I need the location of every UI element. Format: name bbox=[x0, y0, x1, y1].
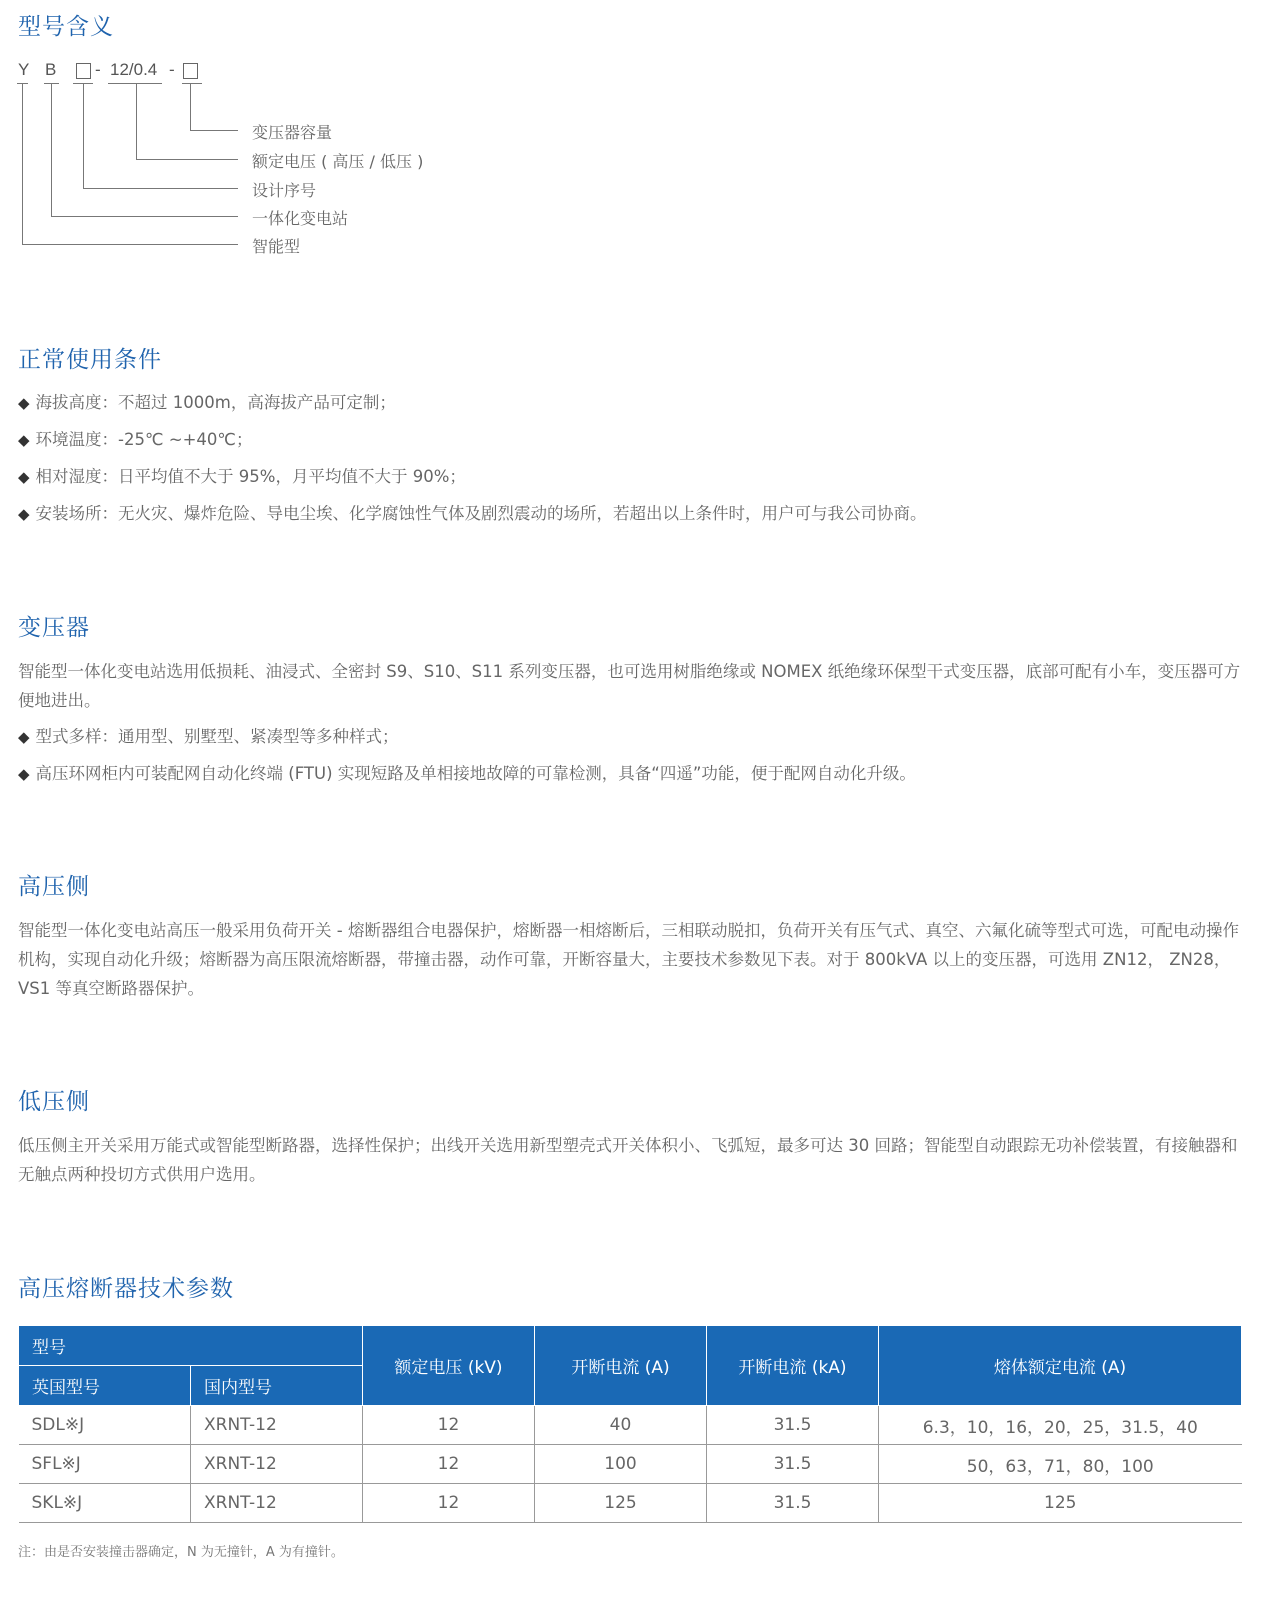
bullet-diamond-icon: ◆ bbox=[18, 394, 30, 412]
cell-fuse-current: 125 bbox=[879, 1484, 1242, 1523]
cell-voltage: 12 bbox=[363, 1484, 535, 1523]
bullet-diamond-icon: ◆ bbox=[18, 505, 30, 523]
code-voltage: 12/0.4 bbox=[110, 60, 158, 79]
cell-break-a: 125 bbox=[535, 1484, 707, 1523]
cell-break-a: 40 bbox=[535, 1406, 707, 1445]
header-fuse-rated-current: 熔体额定电流 (A) bbox=[879, 1326, 1242, 1406]
code-letter-y: Y bbox=[18, 60, 30, 79]
transformer-paragraph: 智能型一体化变电站选用低损耗、油浸式、全密封 S9、S10、S11 系列变压器，也可选用树脂绝缘或 NOMEX 纸绝缘环保型干式变压器，底部可配有小车，变压器可方便地进出。 bbox=[18, 662, 1241, 710]
header-rated-voltage: 额定电压 (kV) bbox=[363, 1326, 535, 1406]
model-meaning-heading: 型号含义 bbox=[18, 14, 114, 40]
header-uk-model: 英国型号 bbox=[19, 1366, 191, 1406]
hv-side-heading: 高压侧 bbox=[18, 874, 90, 900]
code-letter-b: B bbox=[45, 60, 57, 79]
hv-side-paragraph: 智能型一体化变电站高压一般采用负荷开关 - 熔断器组合电器保护，熔断器一相熔断后，三相联动脱扣，负荷开关有压气式、真空、六氟化硫等型式可选，可配电动操作机构，实现自动化升级；熔断器为高压限流熔断器，带撞击器，动作可靠，开断容量大，主要技术参数见下表。对于 800kVA 以上的变压器，可选用 ZN12， ZN28，VS1 等真空断路器保护。 bbox=[18, 921, 1239, 998]
table-row bbox=[19, 1406, 1242, 1445]
lv-side-heading: 低压侧 bbox=[18, 1089, 90, 1115]
code-placeholder-box-1 bbox=[76, 63, 91, 84]
cell-fuse-current: 50，63，71，80，100 bbox=[879, 1445, 1242, 1484]
annotation-capacity: 变压器容量 bbox=[252, 123, 333, 142]
cell-break-ka: 31.5 bbox=[707, 1406, 879, 1445]
code-placeholder-box-2 bbox=[183, 63, 198, 84]
header-break-current-ka: 开断电流 (kA) bbox=[707, 1326, 879, 1406]
cell-cn-model: XRNT-12 bbox=[191, 1406, 363, 1445]
cell-break-ka: 31.5 bbox=[707, 1484, 879, 1523]
cell-uk-model: SDL※J bbox=[19, 1406, 191, 1445]
cell-voltage: 12 bbox=[363, 1445, 535, 1484]
condition-item: ◆ 相对湿度：日平均值不大于 95%，月平均值不大于 90%； bbox=[18, 467, 466, 486]
code-dash-1: - bbox=[95, 60, 101, 79]
fuse-params-table bbox=[18, 1325, 1242, 1523]
transformer-item: ◆ 型式多样：通用型、别墅型、紧凑型等多种样式； bbox=[18, 727, 399, 746]
table-footnote: 注：由是否安装撞击器确定，N 为无撞针，A 为有撞针。 bbox=[18, 1545, 344, 1560]
table-row bbox=[19, 1445, 1242, 1484]
annotation-rated-voltage: 额定电压 ( 高压 / 低压 ) bbox=[252, 152, 424, 171]
bullet-diamond-icon: ◆ bbox=[18, 765, 30, 783]
table-row bbox=[19, 1484, 1242, 1523]
condition-item: ◆ 安装场所：无火灾、爆炸危险、导电尘埃、化学腐蚀性气体及剧烈震动的场所，若超出以上条件时，用户可与我公司协商。 bbox=[18, 504, 927, 523]
lv-side-paragraph: 低压侧主开关采用万能式或智能型断路器，选择性保护；出线开关选用新型塑壳式开关体积小、飞弧短，最多可达 30 回路；智能型自动跟踪无功补偿装置，有接触器和无触点两种投切方式供用户选用。 bbox=[18, 1136, 1238, 1184]
cell-uk-model: SFL※J bbox=[19, 1445, 191, 1484]
fuse-params-heading: 高压熔断器技术参数 bbox=[18, 1276, 234, 1302]
transformer-heading: 变压器 bbox=[18, 615, 90, 641]
cell-voltage: 12 bbox=[363, 1406, 535, 1445]
bullet-diamond-icon: ◆ bbox=[18, 468, 30, 486]
cell-break-a: 100 bbox=[535, 1445, 707, 1484]
header-cn-model: 国内型号 bbox=[191, 1366, 363, 1406]
transformer-item: ◆ 高压环网柜内可装配网自动化终端 (FTU) 实现短路及单相接地故障的可靠检测，具备“四遥”功能，便于配网自动化升级。 bbox=[18, 764, 916, 783]
header-model: 型号 bbox=[19, 1326, 363, 1366]
bullet-diamond-icon: ◆ bbox=[18, 431, 30, 449]
bullet-diamond-icon: ◆ bbox=[18, 728, 30, 746]
annotation-intelligent: 智能型 bbox=[252, 237, 301, 256]
code-dash-2: - bbox=[169, 60, 175, 79]
conditions-heading: 正常使用条件 bbox=[18, 347, 162, 373]
cell-fuse-current: 6.3，10，16，20，25，31.5，40 bbox=[879, 1406, 1242, 1445]
condition-item: ◆ 海拔高度：不超过 1000m，高海拔产品可定制； bbox=[18, 393, 396, 412]
header-break-current-a: 开断电流 (A) bbox=[535, 1326, 707, 1406]
cell-uk-model: SKL※J bbox=[19, 1484, 191, 1523]
annotation-design-serial: 设计序号 bbox=[252, 181, 317, 200]
cell-cn-model: XRNT-12 bbox=[191, 1445, 363, 1484]
annotation-integrated-substation: 一体化变电站 bbox=[252, 209, 349, 228]
cell-cn-model: XRNT-12 bbox=[191, 1484, 363, 1523]
cell-break-ka: 31.5 bbox=[707, 1445, 879, 1484]
condition-item: ◆ 环境温度：-25℃ ~+40℃； bbox=[18, 430, 253, 449]
